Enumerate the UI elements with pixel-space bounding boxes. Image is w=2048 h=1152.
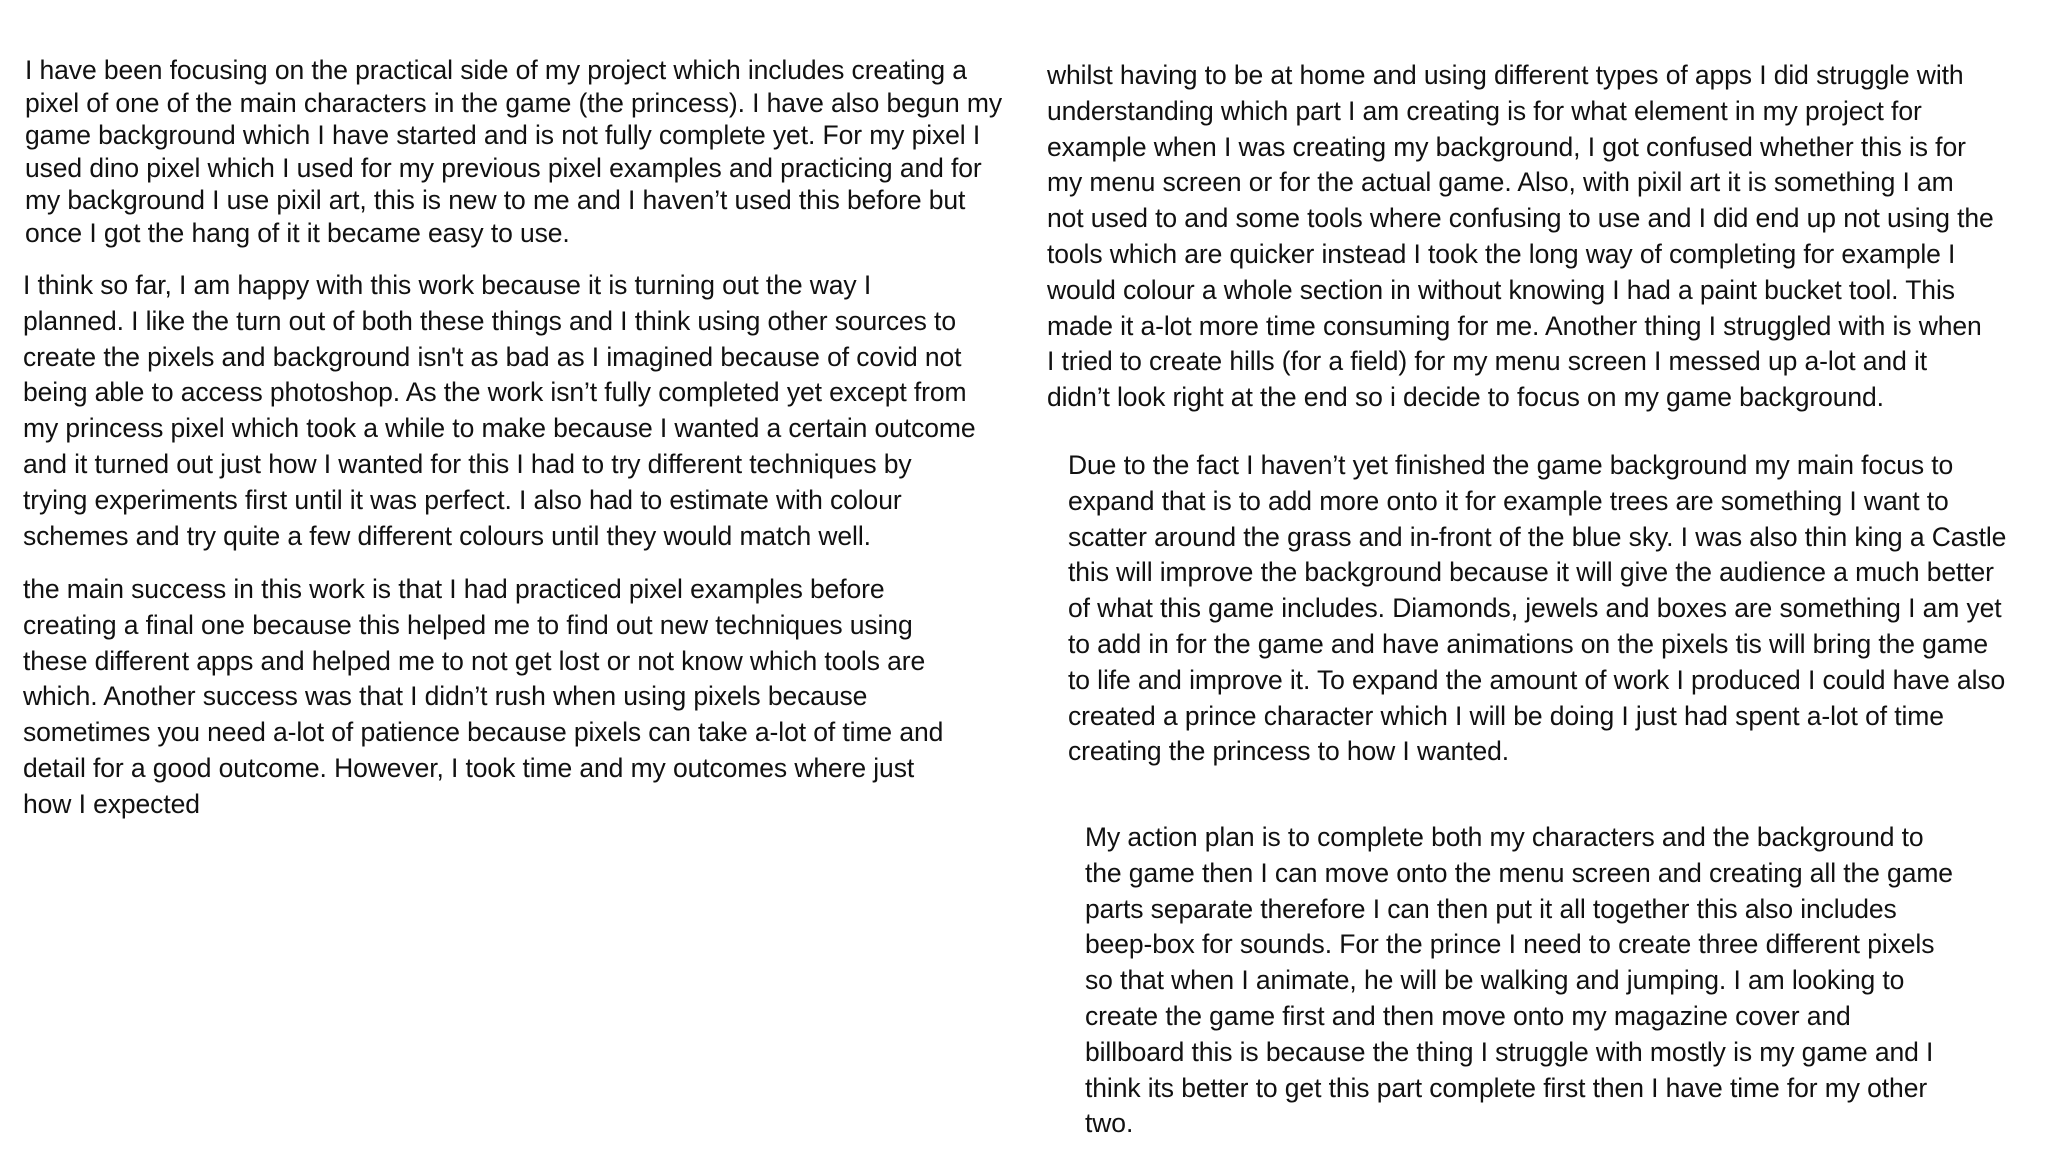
paragraph-practical-work: I have been focusing on the practical side of my project which includes creating a pixel of one of the main characters in the game (the princess). I have also begun my game background which I have started and is not fully complete yet. For my pixel I used dino pixel which I used for my previous pixel examples and practicing and for my background I use pixil art, this is new to me and I haven’t used this before but once I got the hang of it it became easy to use. <box>25 55 1003 248</box>
paragraph-happy-with-work: I think so far, I am happy with this work because it is turning out the way I planned. I like the turn out of both these things and I think using other sources to create the pixels and background isn't as bad as I imagined because of covid not being able to access photoshop. As the work isn’t fully completed yet except from my princess pixel which took a while to make because I wanted a certain outcome and it turned out just how I wanted for this I had to try different techniques by trying experiments first until it was perfect. I also had to estimate with colour schemes and try quite a few different colours until they would match well. <box>23 270 976 551</box>
paragraph-expansion-plan: Due to the fact I haven’t yet finished the game background my main focus to expand that is to add more onto it for example trees are something I want to scatter around the grass and in-front of the blue sky. I was also thin king a Castle this will improve the background because it will give the audience a much better of what this game includes. Diamonds, jewels and boxes are something I am yet to add in for the game and have animations on the pixels tis will bring the game to life and improve it. To expand the amount of work I produced I could have also created a prince character which I will be doing I just had spent a-lot of time creating the princess to how I wanted. <box>1068 450 2007 767</box>
paragraph-main-success: the main success in this work is that I had practiced pixel examples before creating a final one because this helped me to find out new techniques using these different apps and helped me to not get lost or not know which tools are which. Another success was that I didn’t rush when using pixels because sometimes you need a-lot of patience because pixels can take a-lot of time and detail for a good outcome. However, I took time and my outcomes where just how I expected <box>23 574 944 819</box>
paragraph-struggles: whilst having to be at home and using different types of apps I did struggle with understanding which part I am creating is for what element in my project for example when I was creating my background, I got confused whether this is for my menu screen or for the actual game. Also, with pixil art it is something I am not used to and some tools where confusing to use and I did end up not using the tools which are quicker instead I took the long way of completing for example I would colour a whole section in without knowing I had a paint bucket tool. This made it a-lot more time consuming for me. Another thing I struggled with is when I tried to create hills (for a field) for my menu screen I messed up a-lot and it didn’t look right at the end so i decide to focus on my game background. <box>1047 60 1994 413</box>
paragraph-action-plan: My action plan is to complete both my characters and the background to the game then I can move onto the menu screen and creating all the game parts separate therefore I can then put it all together this also includes beep-box for sounds. For the prince I need to create three different pixels so that when I animate, he will be walking and jumping. I am looking to create the game first and then move onto my magazine cover and billboard this is because the thing I struggle with mostly is my game and I think its better to get this part complete first then I have time for my other two. <box>1085 822 1953 1139</box>
